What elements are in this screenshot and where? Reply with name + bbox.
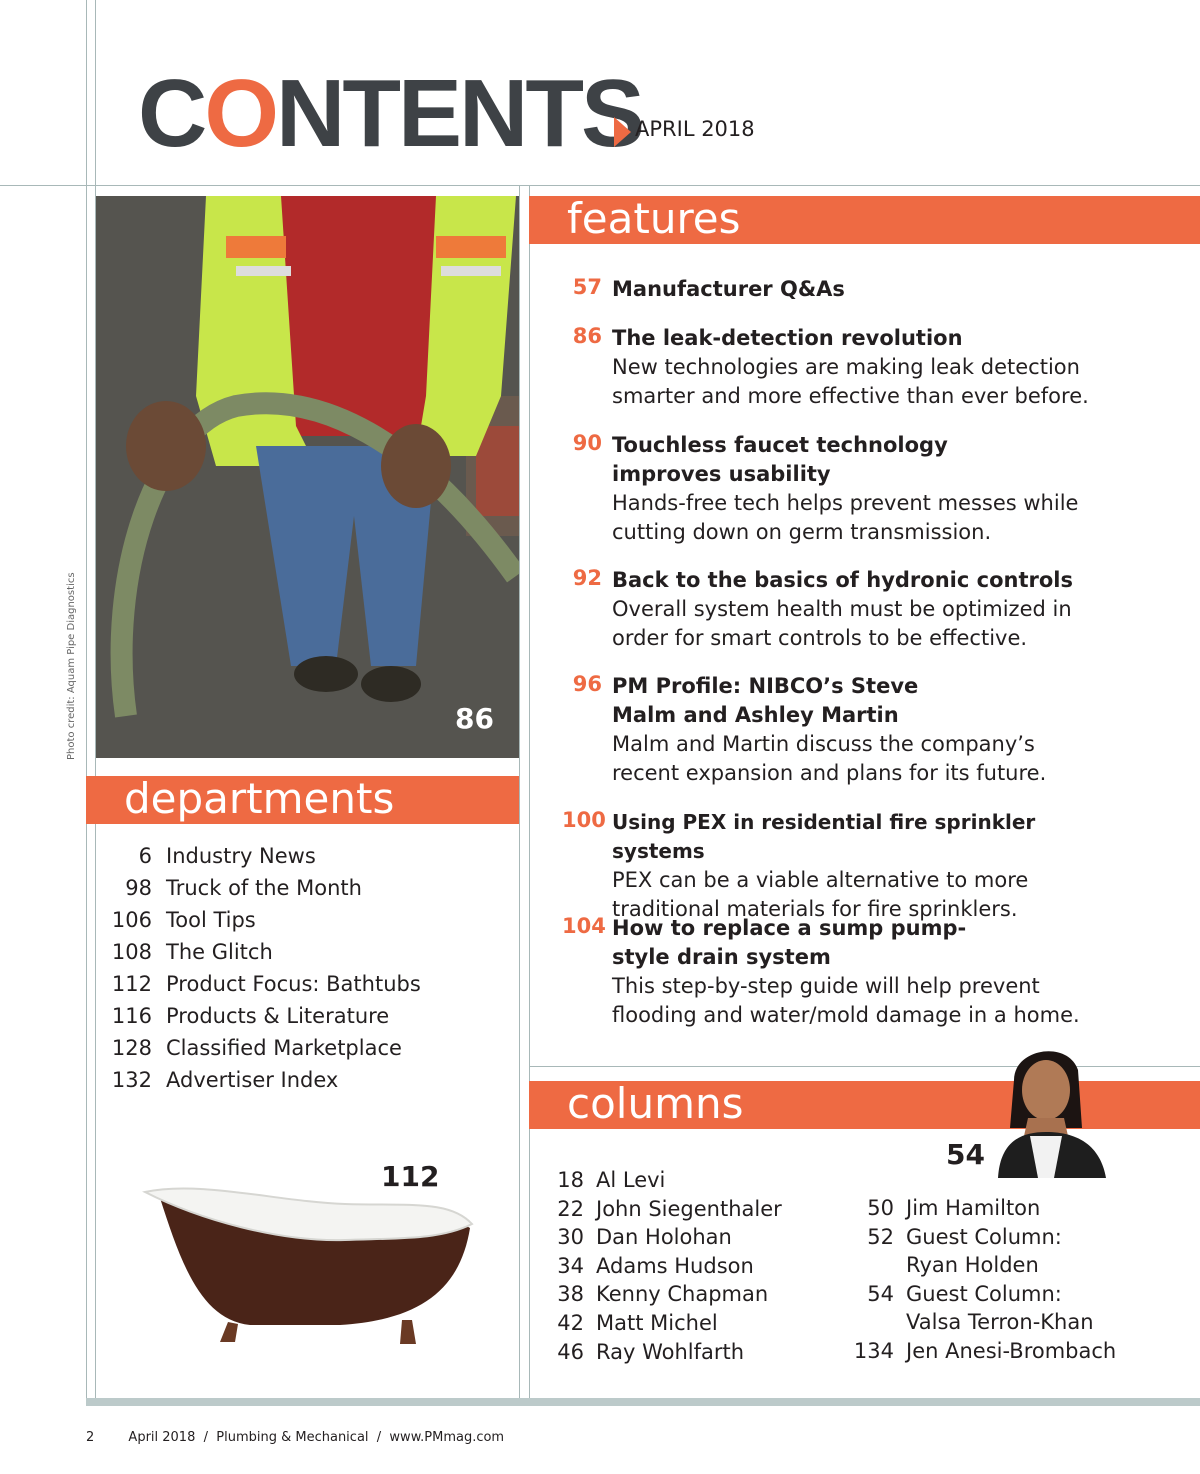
- department-item[interactable]: [110, 840, 421, 872]
- column-label: Jen Anesi-Brombach: [906, 1338, 1117, 1363]
- department-page: 112: [111, 972, 152, 996]
- column-label: John Siegenthaler: [596, 1196, 782, 1221]
- column-item[interactable]: [552, 1280, 782, 1309]
- departments-heading: departments: [124, 774, 395, 823]
- column-page: 38: [557, 1282, 584, 1307]
- department-item[interactable]: [110, 968, 421, 1000]
- column-label: Kenny Chapman: [596, 1282, 769, 1307]
- departments-banner: [86, 776, 519, 824]
- feature-description: Malm and Martin discuss the company’s recent expansion and plans for its future.: [612, 732, 1047, 785]
- departments-list: [110, 840, 421, 1096]
- feature-description: Hands-free tech helps prevent messes while cutting down on germ transmission.: [612, 491, 1079, 544]
- feature-item[interactable]: [562, 672, 1122, 788]
- feature-page: 90: [572, 431, 602, 455]
- feature-title: The leak-detection revolution: [612, 326, 963, 350]
- department-page: 116: [111, 1004, 152, 1028]
- column-label: Dan Holohan: [596, 1225, 732, 1250]
- feature-title: How to replace a sump pump-style drain system: [612, 916, 967, 969]
- department-label: Industry News: [166, 844, 316, 868]
- columns-list-right: [852, 1194, 1116, 1366]
- department-label: Truck of the Month: [166, 876, 362, 900]
- column-page: [852, 1251, 894, 1280]
- clawfoot-bathtub-illustration: [140, 1180, 480, 1350]
- column-page: 52: [867, 1224, 894, 1249]
- column-item[interactable]: [552, 1338, 782, 1367]
- column-item[interactable]: [852, 1251, 1116, 1280]
- date-arrow-icon: [614, 117, 631, 147]
- page-footer: [86, 1430, 504, 1445]
- column-item[interactable]: [852, 1280, 1116, 1309]
- worker-photo-illustration: [96, 196, 519, 758]
- department-item[interactable]: [110, 1000, 421, 1032]
- column-item[interactable]: [552, 1223, 782, 1252]
- department-item[interactable]: [110, 1032, 421, 1064]
- bathtub-image[interactable]: [140, 1180, 480, 1350]
- feature-page: 57: [572, 275, 602, 299]
- department-label: The Glitch: [166, 940, 273, 964]
- department-label: Advertiser Index: [166, 1068, 339, 1092]
- feature-description: Overall system health must be optimized in order for smart controls to be effective.: [612, 597, 1072, 650]
- feature-item[interactable]: [562, 566, 1122, 653]
- department-page: 98: [125, 876, 152, 900]
- column-item[interactable]: [852, 1308, 1116, 1337]
- column-label: Matt Michel: [596, 1310, 718, 1335]
- feature-title: Using PEX in residential fire sprinkler systems: [612, 810, 1036, 863]
- bottom-band: [86, 1398, 1200, 1406]
- department-label: Tool Tips: [166, 908, 256, 932]
- footer-text: April 2018 / Plumbing & Mechanical / www.PMmag.com: [128, 1430, 505, 1445]
- center-rule-right: [529, 185, 530, 1400]
- column-label: Guest Column:: [906, 1224, 1062, 1249]
- feature-item[interactable]: [562, 431, 1122, 547]
- footer-page-number: 2: [86, 1430, 95, 1445]
- columns-heading: columns: [567, 1079, 744, 1128]
- column-item[interactable]: [852, 1194, 1116, 1223]
- column-label: Ryan Holden: [906, 1253, 1039, 1278]
- department-page: 108: [111, 940, 152, 964]
- column-item[interactable]: [852, 1337, 1116, 1366]
- department-item[interactable]: [110, 1064, 421, 1096]
- feature-title: Touchless faucet technology improves usability: [612, 433, 948, 486]
- column-label: Ray Wohlfarth: [596, 1339, 745, 1364]
- column-item[interactable]: [552, 1195, 782, 1224]
- feature-description: PEX can be a viable alternative to more traditional materials for fire sprinklers.: [612, 868, 1029, 921]
- department-label: Product Focus: Bathtubs: [166, 972, 421, 996]
- department-item[interactable]: [110, 872, 421, 904]
- feature-item[interactable]: [562, 324, 1122, 411]
- photo-credit: Photo credit: Aquam Pipe Diagnostics: [66, 572, 77, 760]
- columnist-photo-illustration: [988, 1040, 1110, 1178]
- column-page: 18: [557, 1168, 584, 1192]
- department-page: 132: [111, 1068, 152, 1092]
- column-item[interactable]: [552, 1166, 782, 1195]
- column-page: 46: [557, 1339, 584, 1364]
- features-banner: [529, 196, 1200, 244]
- feature-page: 100: [562, 808, 606, 832]
- department-item[interactable]: [110, 936, 421, 968]
- column-page: 42: [557, 1310, 584, 1335]
- cover-photo[interactable]: [96, 196, 519, 758]
- column-page: [852, 1308, 894, 1337]
- column-page: 22: [557, 1196, 584, 1221]
- feature-item[interactable]: [562, 808, 1122, 924]
- header-rule: [0, 185, 1200, 186]
- column-item[interactable]: [852, 1223, 1116, 1252]
- column-label: Guest Column:: [906, 1281, 1062, 1306]
- columnist-portrait[interactable]: [988, 1040, 1110, 1178]
- column-item[interactable]: [552, 1309, 782, 1338]
- department-label: Classified Marketplace: [166, 1036, 402, 1060]
- page-title: CONTENTS: [138, 60, 642, 167]
- column-item[interactable]: [552, 1252, 782, 1281]
- department-page: 106: [111, 908, 152, 932]
- department-page: 6: [138, 844, 152, 868]
- columns-list-left: [552, 1166, 782, 1366]
- feature-page: 104: [562, 914, 606, 938]
- features-heading: features: [567, 194, 741, 243]
- feature-title: PM Profile: NIBCO’s Steve Malm and Ashley Martin: [612, 674, 919, 727]
- feature-page: 92: [572, 566, 602, 590]
- column-label: Jim Hamilton: [906, 1196, 1041, 1220]
- feature-title: Back to the basics of hydronic controls: [612, 568, 1073, 592]
- column-label: Al Levi: [596, 1168, 666, 1192]
- feature-description: New technologies are making leak detection smarter and more effective than ever before.: [612, 355, 1089, 408]
- column-label: Valsa Terron-Khan: [906, 1310, 1094, 1335]
- feature-page: 86: [572, 324, 602, 348]
- column-label: Adams Hudson: [596, 1253, 754, 1278]
- column-page: 30: [557, 1225, 584, 1250]
- bathtub-page-label: 112: [381, 1160, 440, 1193]
- frame-rule-left-outer: [86, 0, 87, 1400]
- center-rule-left: [519, 185, 520, 1400]
- feature-description: This step-by-step guide will help prevent flooding and water/mold damage in a home.: [612, 974, 1080, 1027]
- issue-date: APRIL 2018: [635, 117, 755, 141]
- feature-page: 96: [572, 672, 602, 696]
- feature-item[interactable]: [562, 275, 1122, 304]
- column-page: 34: [557, 1253, 584, 1278]
- feature-item[interactable]: [562, 914, 1122, 1030]
- photo-page-label: 86: [455, 702, 494, 735]
- department-item[interactable]: [110, 904, 421, 936]
- feature-title: Manufacturer Q&As: [612, 277, 845, 301]
- department-page: 128: [111, 1036, 152, 1060]
- column-page: 54: [867, 1281, 894, 1306]
- column-page: 134: [853, 1338, 894, 1363]
- department-label: Products & Literature: [166, 1004, 390, 1028]
- column-page: 50: [867, 1196, 894, 1220]
- columnist-page-label: 54: [946, 1138, 985, 1171]
